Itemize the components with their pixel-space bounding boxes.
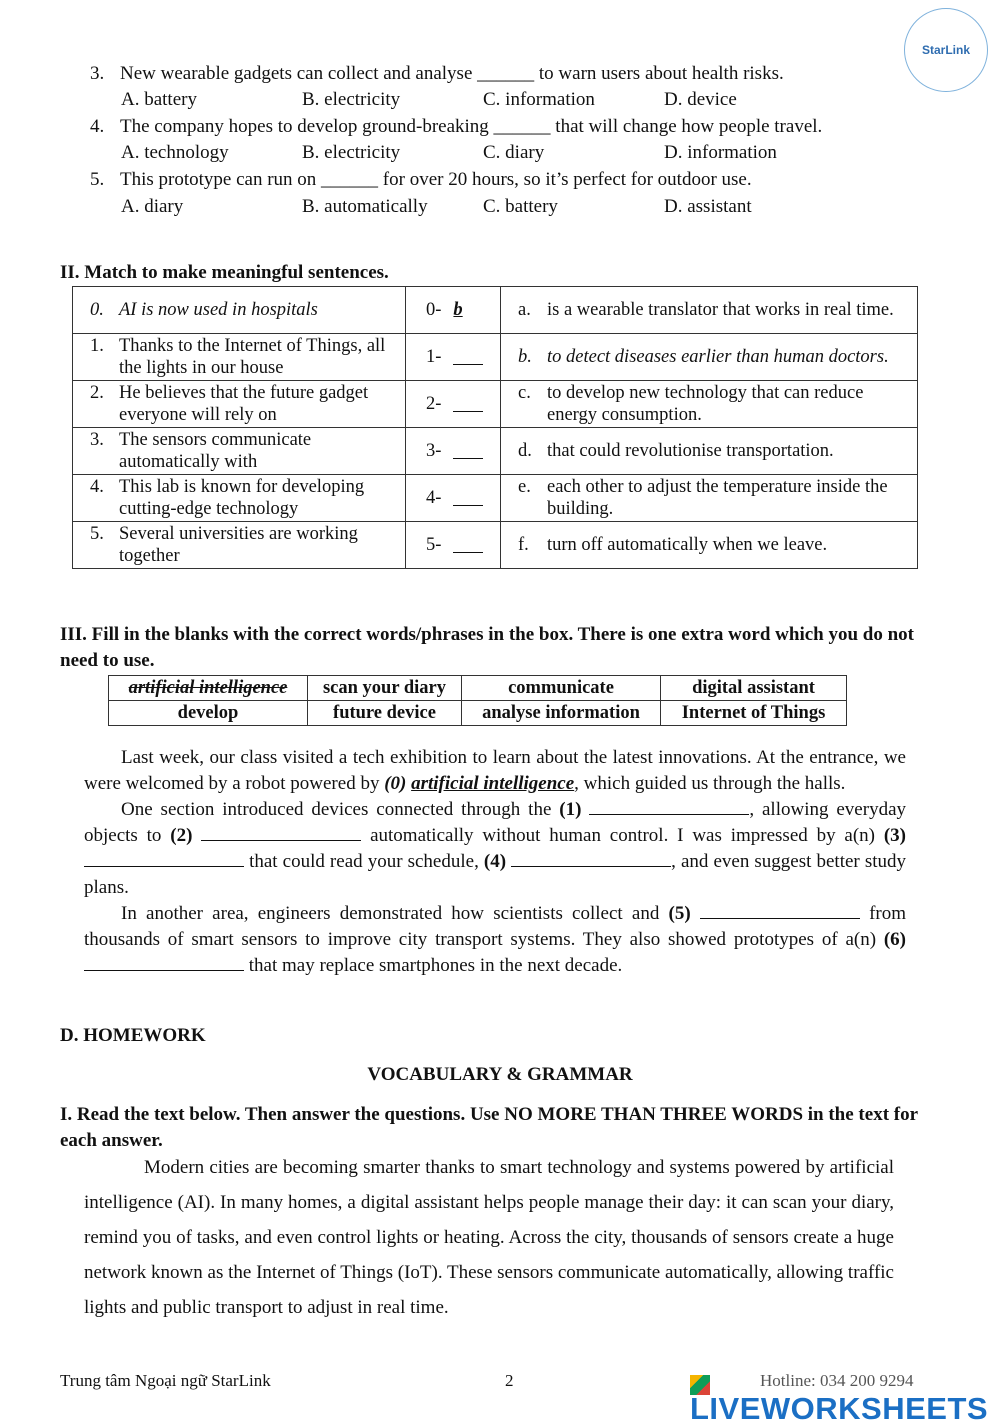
table-row: 1. Thanks to the Internet of Things, all the lights in our house 1- b. to detect diseases earlier than human doctors. <box>73 334 918 381</box>
word-box-item: artificial intelligence <box>109 676 308 701</box>
page-number: 2 <box>505 1371 514 1390</box>
question-4: 4. The company hopes to develop ground-breaking ______ that will change how people travel. <box>90 116 823 137</box>
answer-blank[interactable] <box>453 538 483 553</box>
option[interactable]: B. automatically <box>302 196 428 217</box>
option[interactable]: D. information <box>664 142 777 163</box>
fill-blank-2[interactable] <box>201 824 361 841</box>
fill-passage: Last week, our class visited a tech exhibition to learn about the latest innovations. At the entrance, we were welcomed by a robot powered by (0) artificial intelligence, which guided us through the halls. One section introduced devices connected through the (1) , allowing everyday objects to (2) automatically without human control. I was impressed by a(n) (3) that could read your schedule, (4) , and even suggest better study plans. In another area, engineers demonstrated how scientists collect and (5) from thousands of smart sensors to improve city transport systems. They also showed prototypes of a(n) (6) that may replace smartphones in the next decade. <box>84 747 906 976</box>
option[interactable]: C. battery <box>483 196 558 217</box>
option[interactable]: B. electricity <box>302 89 401 110</box>
table-row: 4. This lab is known for developing cutting-edge technology 4- e. each other to adjust the temperature inside the building. <box>73 475 918 522</box>
answer-blank[interactable] <box>453 444 483 459</box>
homework-passage: Modern cities are becoming smarter thanks to smart technology and systems powered by artificial intelligence (AI). In many homes, a digital assistant helps people manage their day: it can scan your diary, remind you of tasks, and even control lights or heating. Across the city, thousands of sensors create a huge network known as the Internet of Things (IoT). These sensors communicate automatically, allowing traffic lights and public transport to adjust in real time. <box>84 1157 894 1318</box>
question-5-options <box>121 194 921 220</box>
word-box-item: digital assistant <box>661 676 847 701</box>
fill-blank-6[interactable] <box>84 954 244 971</box>
footer-hotline: Hotline: 034 200 9294 <box>760 1371 914 1390</box>
fill-blank-5[interactable] <box>700 902 860 919</box>
table-row: 3. The sensors communicate automatically with 3- d. that could revolutionise transportation. <box>73 428 918 475</box>
option[interactable]: D. assistant <box>664 196 752 217</box>
table-row: 2. He believes that the future gadget everyone will rely on 2- c. to develop new technology that can reduce energy consumption. <box>73 381 918 428</box>
table-row: 0. AI is now used in hospitals 0- b a. is a wearable translator that works in real time. <box>73 287 918 334</box>
question-3-options <box>121 87 921 113</box>
example-answer: b <box>453 300 463 320</box>
word-box-item: communicate <box>462 676 661 701</box>
option[interactable]: C. diary <box>483 142 545 163</box>
question-3: 3. New wearable gadgets can collect and analyse ______ to warn users about health risks. <box>90 63 784 84</box>
answer-blank[interactable] <box>453 397 483 412</box>
word-box-item: future device <box>308 701 462 726</box>
table-row: 5. Several universities are working together 5- f. turn off automatically when we leave. <box>73 522 918 569</box>
starlink-logo: StarLink <box>904 8 988 92</box>
answer-blank[interactable] <box>453 350 483 365</box>
homework-heading: D. HOMEWORK <box>60 1025 206 1046</box>
question-4-options <box>121 140 921 166</box>
word-box <box>108 675 847 726</box>
option[interactable]: A. diary <box>121 196 184 217</box>
answer-blank[interactable] <box>453 491 483 506</box>
fill-heading: III. Fill in the blanks with the correct words/phrases in the box. There is one extra word which you do not need to use. <box>60 624 914 671</box>
word-box-item: develop <box>109 701 308 726</box>
fill-blank-3[interactable] <box>84 850 244 867</box>
liveworksheets-watermark: LIVEWORKSHEETS <box>690 1370 1000 1422</box>
word-box-item: Internet of Things <box>661 701 847 726</box>
question-5: 5. This prototype can run on ______ for over 20 hours, so it’s perfect for outdoor use. <box>90 169 752 190</box>
fill-blank-4[interactable] <box>511 850 671 867</box>
footer-center-name: Trung tâm Ngoại ngữ StarLink <box>60 1371 271 1390</box>
match-heading: II. Match to make meaningful sentences. <box>60 262 389 283</box>
option[interactable]: A. technology <box>121 142 229 163</box>
word-box-item: analyse information <box>462 701 661 726</box>
option[interactable]: D. device <box>664 89 737 110</box>
homework-instruction: I. Read the text below. Then answer the questions. Use NO MORE THAN THREE WORDS in the text for each answer. <box>60 1104 918 1151</box>
fill-blank-1[interactable] <box>589 798 749 815</box>
vocab-grammar-heading: VOCABULARY & GRAMMAR <box>367 1064 633 1085</box>
word-box-item: scan your diary <box>308 676 462 701</box>
option[interactable]: B. electricity <box>302 142 401 163</box>
example-fill-answer: artificial intelligence <box>411 773 575 794</box>
match-table <box>72 286 918 569</box>
option[interactable]: A. battery <box>121 89 197 110</box>
option[interactable]: C. information <box>483 89 595 110</box>
